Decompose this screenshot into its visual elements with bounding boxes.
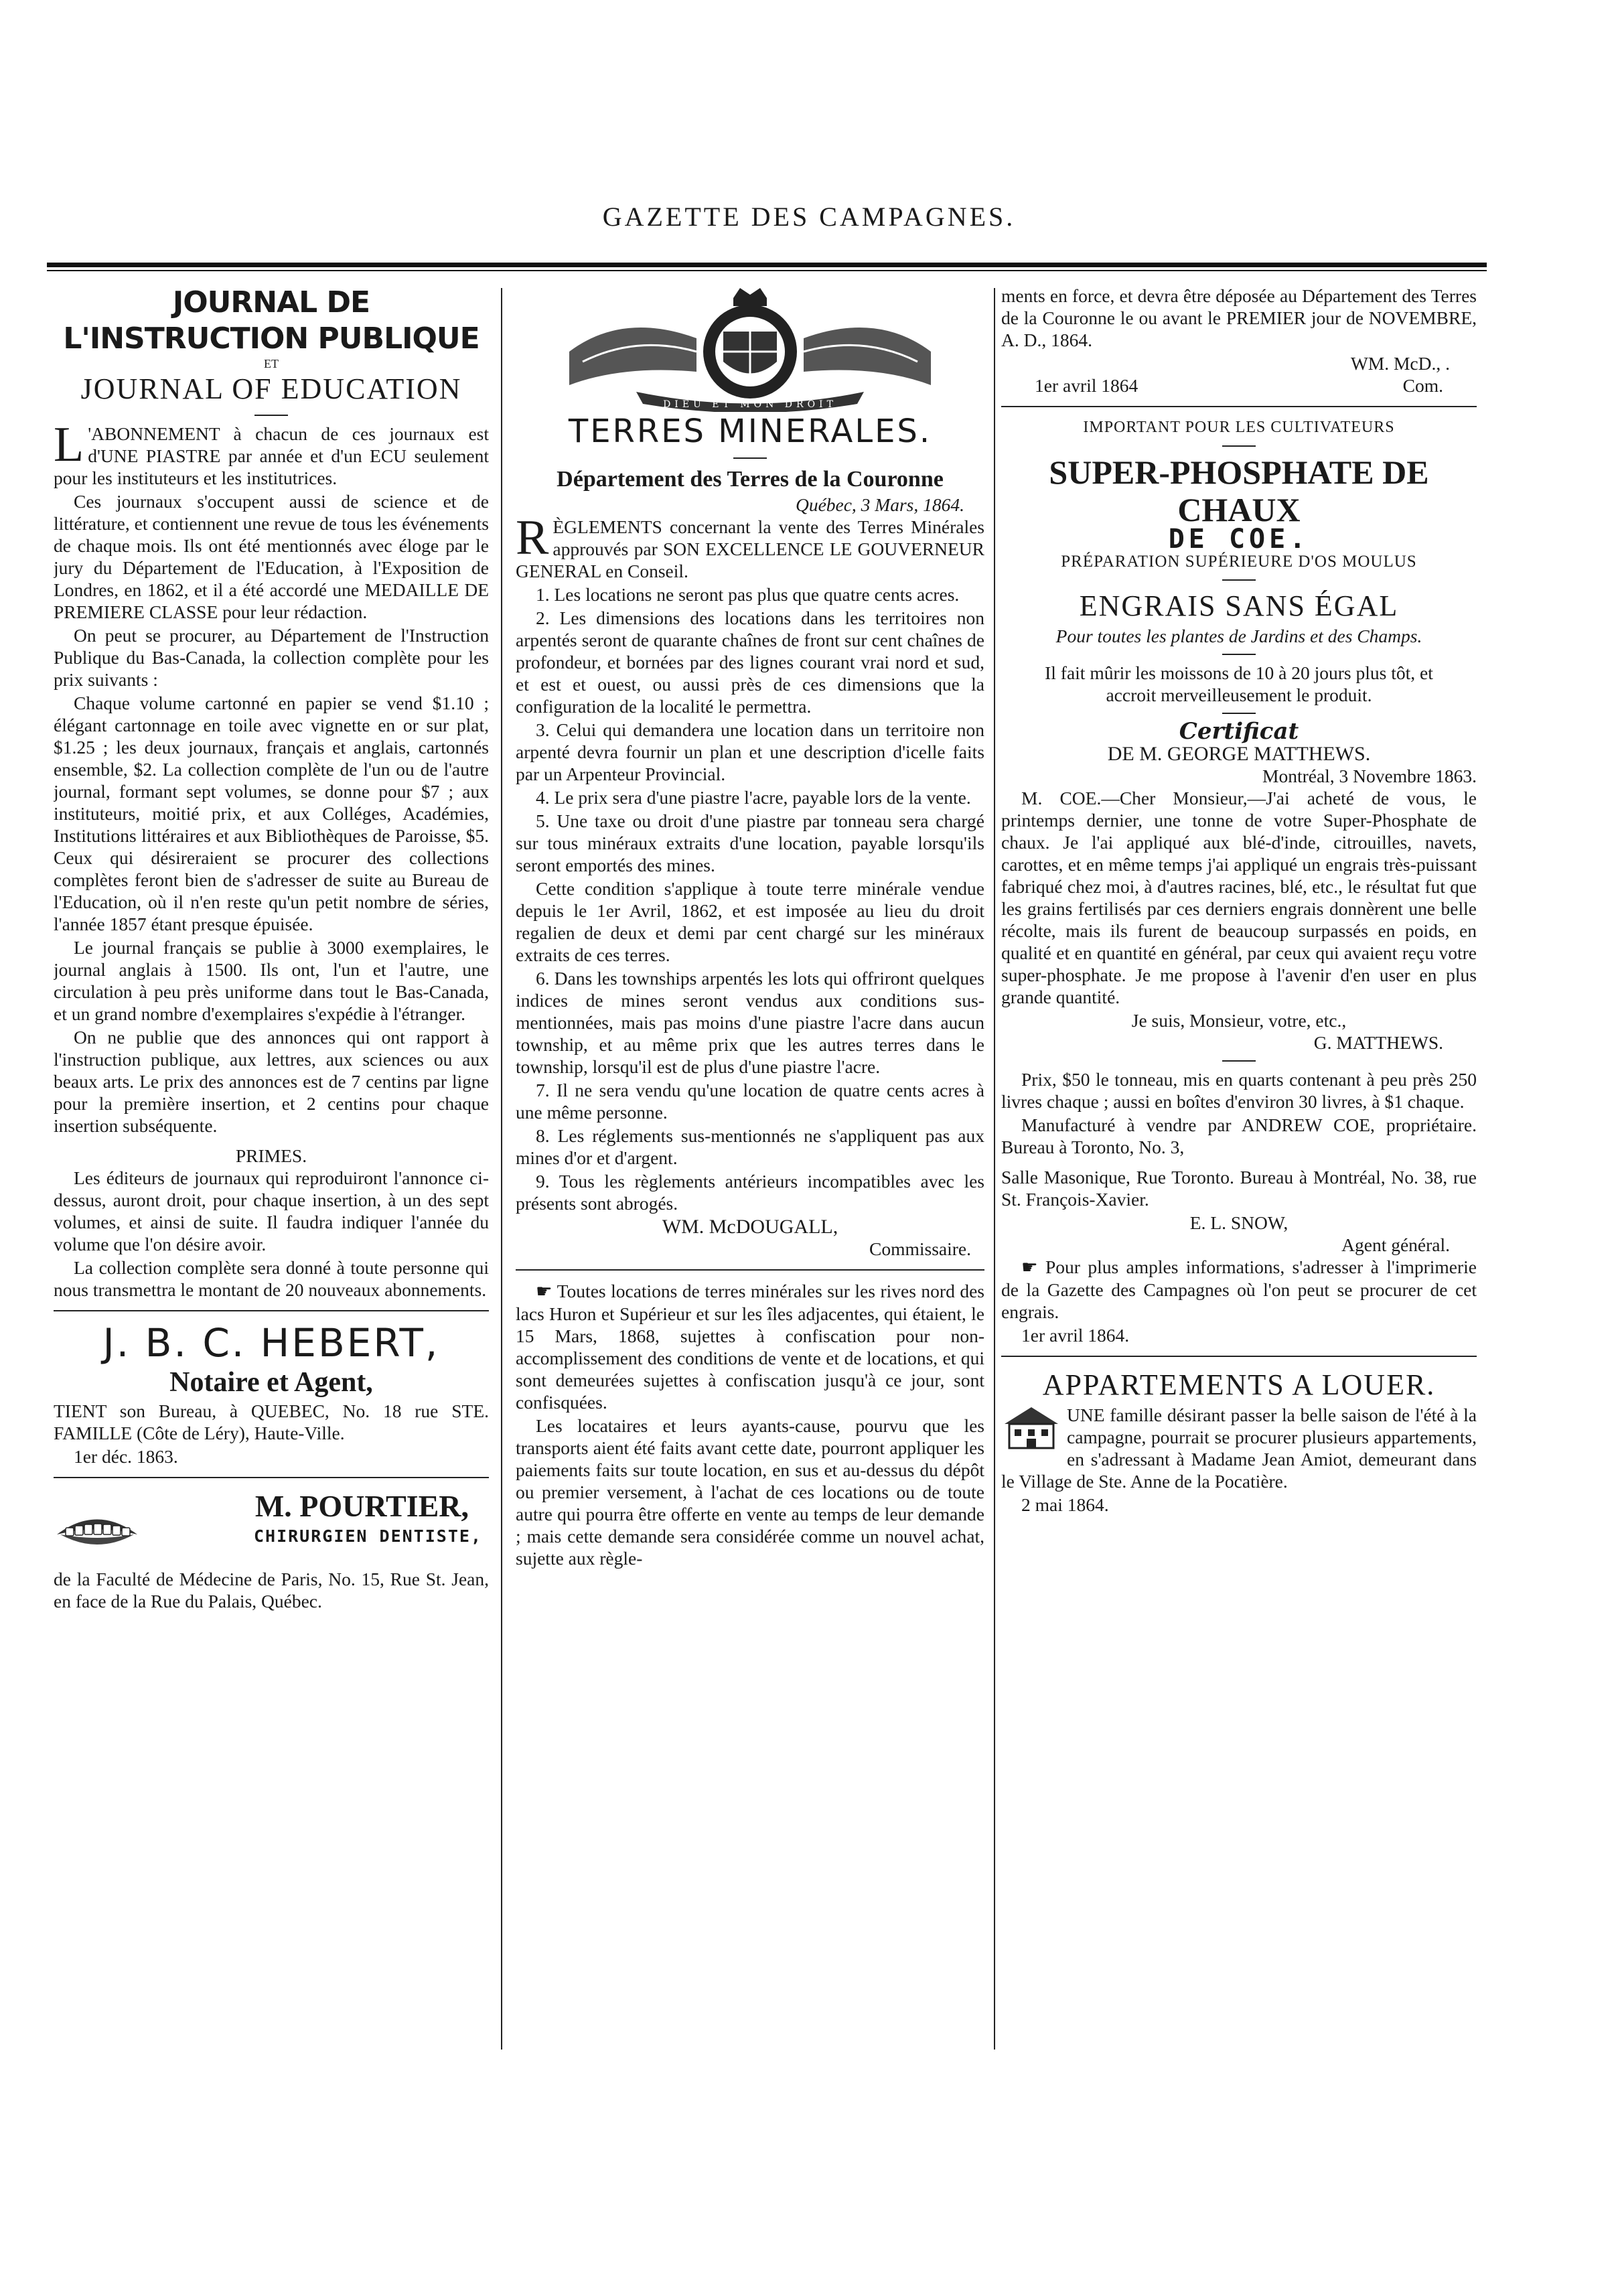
letter-signature: G. MATTHEWS.: [1313, 1032, 1443, 1053]
certificat-subtitle: DE M. GEORGE MATTHEWS.: [1107, 743, 1371, 765]
rule-3: 3. Celui qui demandera une location dans un territoire non arpenté devra fournir un plan et une description d'icelle faits par un Arpenteur Provincial.: [516, 719, 984, 784]
column-3: [1001, 285, 1477, 2066]
murir: Il fait mûrir les moissons de 10 à 20 jours plus tôt, et accroit merveilleusement le produit.: [1045, 662, 1433, 705]
hebert-title: Notaire et Agent,: [169, 1367, 373, 1398]
agent-title: Agent général.: [1341, 1234, 1450, 1255]
rule-5b: Cette condition s'applique à toute terre minérale vendue depuis le 1er Avril, 1862, et est imposée au lieu du droit regalien de deux et demi par cent chargé sur les minéraux extraits de ces terres.: [516, 878, 984, 965]
rule-5: 5. Une taxe ou droit d'une piastre par tonneau sera chargé sur tous minéraux extraits d'une location, payable lorsqu'ils seront emportés des mines.: [516, 810, 984, 875]
reglements-cont: ments en force, et devra être déposée au Département des Terres de la Couronne le ou avant le PREMIER jour de NOVEMBRE, A. D., 1864.: [1001, 285, 1477, 350]
divider: [254, 415, 288, 416]
rule-7: 7. Il ne sera vendu qu'une location de quatre cents acres à une même personne.: [516, 1080, 984, 1123]
date-left: 1er avril 1864: [1035, 375, 1138, 396]
dateline: Québec, 3 Mars, 1864.: [795, 494, 964, 515]
dropcap: L: [54, 417, 84, 472]
column-2: [516, 285, 984, 2066]
signature-title: Commissaire.: [869, 1238, 971, 1259]
para-primes: Les éditeurs de journaux qui reproduiront l'annonce ci-dessus, auront droit, pour chaque insertion, à un des sept volumes, et ainsi de suite. Il faudra indiquer l'année du volume que l'on désire avoir.: [54, 1167, 489, 1254]
primes-title: PRIMES.: [235, 1145, 307, 1166]
divider: [1222, 1060, 1256, 1062]
date-2: 1er avril 1864.: [1021, 1325, 1130, 1346]
coe-title: DE COE.: [1168, 524, 1310, 555]
top-rule: [47, 263, 1487, 267]
divider: [516, 1269, 984, 1271]
rule-4: 4. Le prix sera d'une piastre l'acre, payable lors de la vente.: [536, 787, 971, 808]
divider: [54, 1310, 489, 1311]
journal-et: ET: [264, 357, 279, 370]
letter-body: M. COE.—Cher Monsieur,—J'ai acheté de vous, le printemps dernier, une tonne de votre Super-Phosphate de chaux. Je l'ai appliqué aux blé-d'inde, citrouilles, navets, carottes, et en même temps j'ai appliqué un engrais très-puissant fabriqué chez moi, à d'autres racines, blé, etc., le résultat fut que les grains fertilisés par ces derniers engrais donnèrent une belle récolte, mais ils furent de beaucoup surpassés en poids, en qualité et en quantité en général, par ceux qui avaient reçu votre super-phosphate. Je me propose à l'avenir d'en user en plus grande quantité.: [1001, 788, 1477, 1007]
para-journaux: Ces journaux s'occupent aussi de science et de littérature, et contiennent une revue de tous les événements de chaque mois. Ils ont été mentionnés avec éloge par le jury du Département de l'Education, à l'Exposition de Londres, en 1862, et il a été accordé une MEDAILLE DE PREMIERE CLASSE pour leur rédaction.: [54, 491, 489, 622]
pourtier-title: CHIRURGIEN DENTISTE,: [253, 1526, 482, 1546]
certificat-title: Certificat: [1179, 718, 1299, 745]
signature-name: WM. McDOUGALL,: [662, 1216, 838, 1238]
rule-6: 6. Dans les townships arpentés les lots qui offriront quelques indices de mines seront vendus aux conditions sus-mentionnées, mais pas moins d'une piastre l'acre dans aucun township, et au même prix que les autres terres dans le township, lorsqu'il est de plus d'une piastre l'acre.: [516, 968, 984, 1077]
para-prix: Chaque volume cartonné en papier se vend $1.10 ; élégant cartonnage en toile avec vignette en or sur plat, $1.25 ; les deux journaux, français et anglais, cartonnés ensemble, $2. La collection complète de l'un ou de l'autre journal, formant sept volumes, se donne pour $7 ; aux instituteurs, moitié prix, et aux Colléges, Académies, Institutions littéraires et aux Bibliothèques de Paroisse, $5. Ceux qui désireraient se procurer des collections complètes feront bien de s'adresser de suite au Bureau de l'Education, où il n'en reste qu'un petit nombre de séries, l'année 1857 étant presque épuisée.: [54, 693, 489, 934]
super-phosphate-title: SUPER-PHOSPHATE DE CHAUX: [1049, 453, 1429, 528]
prix: Prix, $50 le tonneau, mis en quarts contenant à peu près 250 livres chaque ; aussi en boîtes d'environ 30 livres, à $1 chaque.: [1001, 1069, 1477, 1112]
date-right: Com.: [1402, 375, 1443, 396]
column-rule-1: [501, 288, 502, 2050]
top-rule-thin: [47, 270, 1487, 271]
divider: [1222, 579, 1256, 581]
dentures-icon: [54, 1508, 141, 1555]
divider: [54, 1477, 489, 1478]
salle: Salle Masonique, Rue Toronto. Bureau à Montréal, No. 38, rue St. François-Xavier.: [1001, 1167, 1477, 1210]
divider: [1001, 1356, 1477, 1357]
para-collection: La collection complète sera donné à toute personne qui nous transmettra le montant de 20 nouveaux abonnements.: [54, 1257, 489, 1300]
divider: [1222, 713, 1256, 714]
rule-2: 2. Les dimensions des locations dans les territoires non arpentés seront de quarante chaînes de front sur cent chaînes de profondeur, et bornées par des lignes courant vrai nord et sud, et est et ouest, ou aussi près de ces dimensions que la configuration de la localité le permettra.: [516, 607, 984, 717]
signature: WM. McD., .: [1350, 353, 1450, 374]
house-icon: [1001, 1404, 1061, 1451]
column-1: [54, 285, 489, 2066]
para-annonces: On ne publie que des annonces qui ont rapport à l'instruction publique, aux lettres, aux sciences ou aux beaux arts. Le prix des annonces est de 7 centins par ligne pour la première insertion, et 2 centins pour chaque insertion subséquente.: [54, 1027, 489, 1136]
note-locataires: Les locataires et leurs ayants-cause, pourvu que les transports aient été faits avant cette date, pourront appliquer les paiements faits sur toute location, en sus et au-dessus du dépôt ou premier versement, à l'achat de ces locations ou de toute autre qui pourra être offerte en vente au temps de leur demande ; mais cette demande sera considérée comme un nouvel achat, sujette aux règle-: [516, 1415, 984, 1569]
hebert-text: TIENT son Bureau, à QUEBEC, No. 18 rue STE. FAMILLE (Côte de Léry), Haute-Ville.: [54, 1401, 489, 1443]
para-tirage: Le journal français se publie à 3000 exemplaires, le journal anglais à 1500. Ils ont, l'un et l'autre, une circulation à peu près uniforme dans tout le Bas-Canada, et un grand nombre d'exemplaires s'expédie à l'étranger.: [54, 937, 489, 1024]
dept-title: Département des Terres de la Couronne: [557, 467, 944, 492]
appartements-title: APPARTEMENTS A LOUER.: [1042, 1368, 1436, 1401]
manufacture: Manufacturé à vendre par ANDREW COE, propriétaire. Bureau à Toronto, No. 3,: [1001, 1115, 1477, 1157]
snow-name: E. L. SNOW,: [1189, 1212, 1289, 1233]
dropcap: R: [516, 510, 549, 565]
plus-info: ☛ Pour plus amples informations, s'adresser à l'imprimerie de la Gazette des Campagnes où l'on peut se procurer de cet engrais.: [1001, 1257, 1477, 1322]
preparation: PRÉPARATION SUPÉRIEURE D'OS MOULUS: [1061, 553, 1417, 571]
hebert-date: 1er déc. 1863.: [74, 1446, 178, 1467]
letter-closing: Je suis, Monsieur, votre, etc.,: [1131, 1010, 1347, 1031]
divider: [1222, 445, 1256, 447]
date-3: 2 mai 1864.: [1021, 1494, 1109, 1515]
engrais-title: ENGRAIS SANS ÉGAL: [1079, 589, 1399, 622]
svg-text:DIEU ET MON DROIT: DIEU ET MON DROIT: [663, 399, 837, 410]
para-abonnement: L 'ABONNEMENT à chacun de ces journaux est d'UNE PIASTRE par année et d'un ECU seulement pour les instituteurs et les institutrices.: [54, 417, 489, 488]
page-title: GAZETTE DES CAMPAGNES.: [602, 202, 1016, 232]
terres-title: TERRES MINERALES.: [568, 413, 932, 450]
pourtier-name: M. POURTIER,: [254, 1489, 469, 1523]
rule-8: 8. Les réglements sus-mentionnés ne s'appliquent pas aux mines d'or et d'argent.: [516, 1125, 984, 1168]
letter-date: Montréal, 3 Novembre 1863.: [1262, 766, 1477, 786]
important-heading: IMPORTANT POUR LES CULTIVATEURS: [1083, 419, 1395, 436]
pointing-hand-icon: ☛: [536, 1281, 553, 1302]
column-rule-2: [994, 288, 995, 2050]
divider: [733, 457, 767, 459]
plantes: Pour toutes les plantes de Jardins et des Champs.: [1055, 626, 1422, 646]
hebert-name: J. B. C. HEBERT,: [102, 1320, 440, 1366]
divider: [1001, 406, 1477, 407]
para-procurer: On peut se procurer, au Département de l'Instruction Publique du Bas-Canada, la collection complète pour les prix suivants :: [54, 625, 489, 690]
rule-1: 1. Les locations ne seront pas plus que quatre cents acres.: [536, 584, 960, 605]
divider: [1222, 654, 1256, 655]
appartements-text: UNE famille désirant passer la belle saison de l'été à la campagne, pourrait se procurer plusieurs appartements, en s'adressant à Madame Jean Amiot, demeurant dans le Village de Ste. Anne de la Pocatière.: [1001, 1405, 1477, 1492]
journal-title: JOURNAL DE L'INSTRUCTION PUBLIQUE: [63, 285, 480, 356]
reglements-intro: RÈGLEMENTS concernant la vente des Terres Minérales approuvés par SON EXCELLENCE LE GOUVERNEUR GENERAL en Conseil.: [516, 510, 984, 581]
pourtier-text: de la Faculté de Médecine de Paris, No. 15, Rue St. Jean, en face de la Rue du Palais, Québec.: [54, 1569, 489, 1611]
rule-9: 9. Tous les règlements antérieurs incompatibles avec les présents sont abrogés.: [516, 1171, 984, 1214]
note-confiscation: ☛ Toutes locations de terres minérales sur les rives nord des lacs Huron et Supérieur et sur les îles adjacentes, qui étaient, le 15 Mars, 1868, sujettes à confiscation pour non-accomplissement des conditions de vente et de locations, et qui sont demeurées sujettes à confiscation jusqu'à ce jour, sont confisquées.: [516, 1281, 984, 1413]
pointing-hand-icon: ☛: [1021, 1257, 1038, 1278]
journal-title-en: JOURNAL OF EDUCATION: [80, 372, 462, 405]
royal-crest-icon: [542, 285, 958, 412]
